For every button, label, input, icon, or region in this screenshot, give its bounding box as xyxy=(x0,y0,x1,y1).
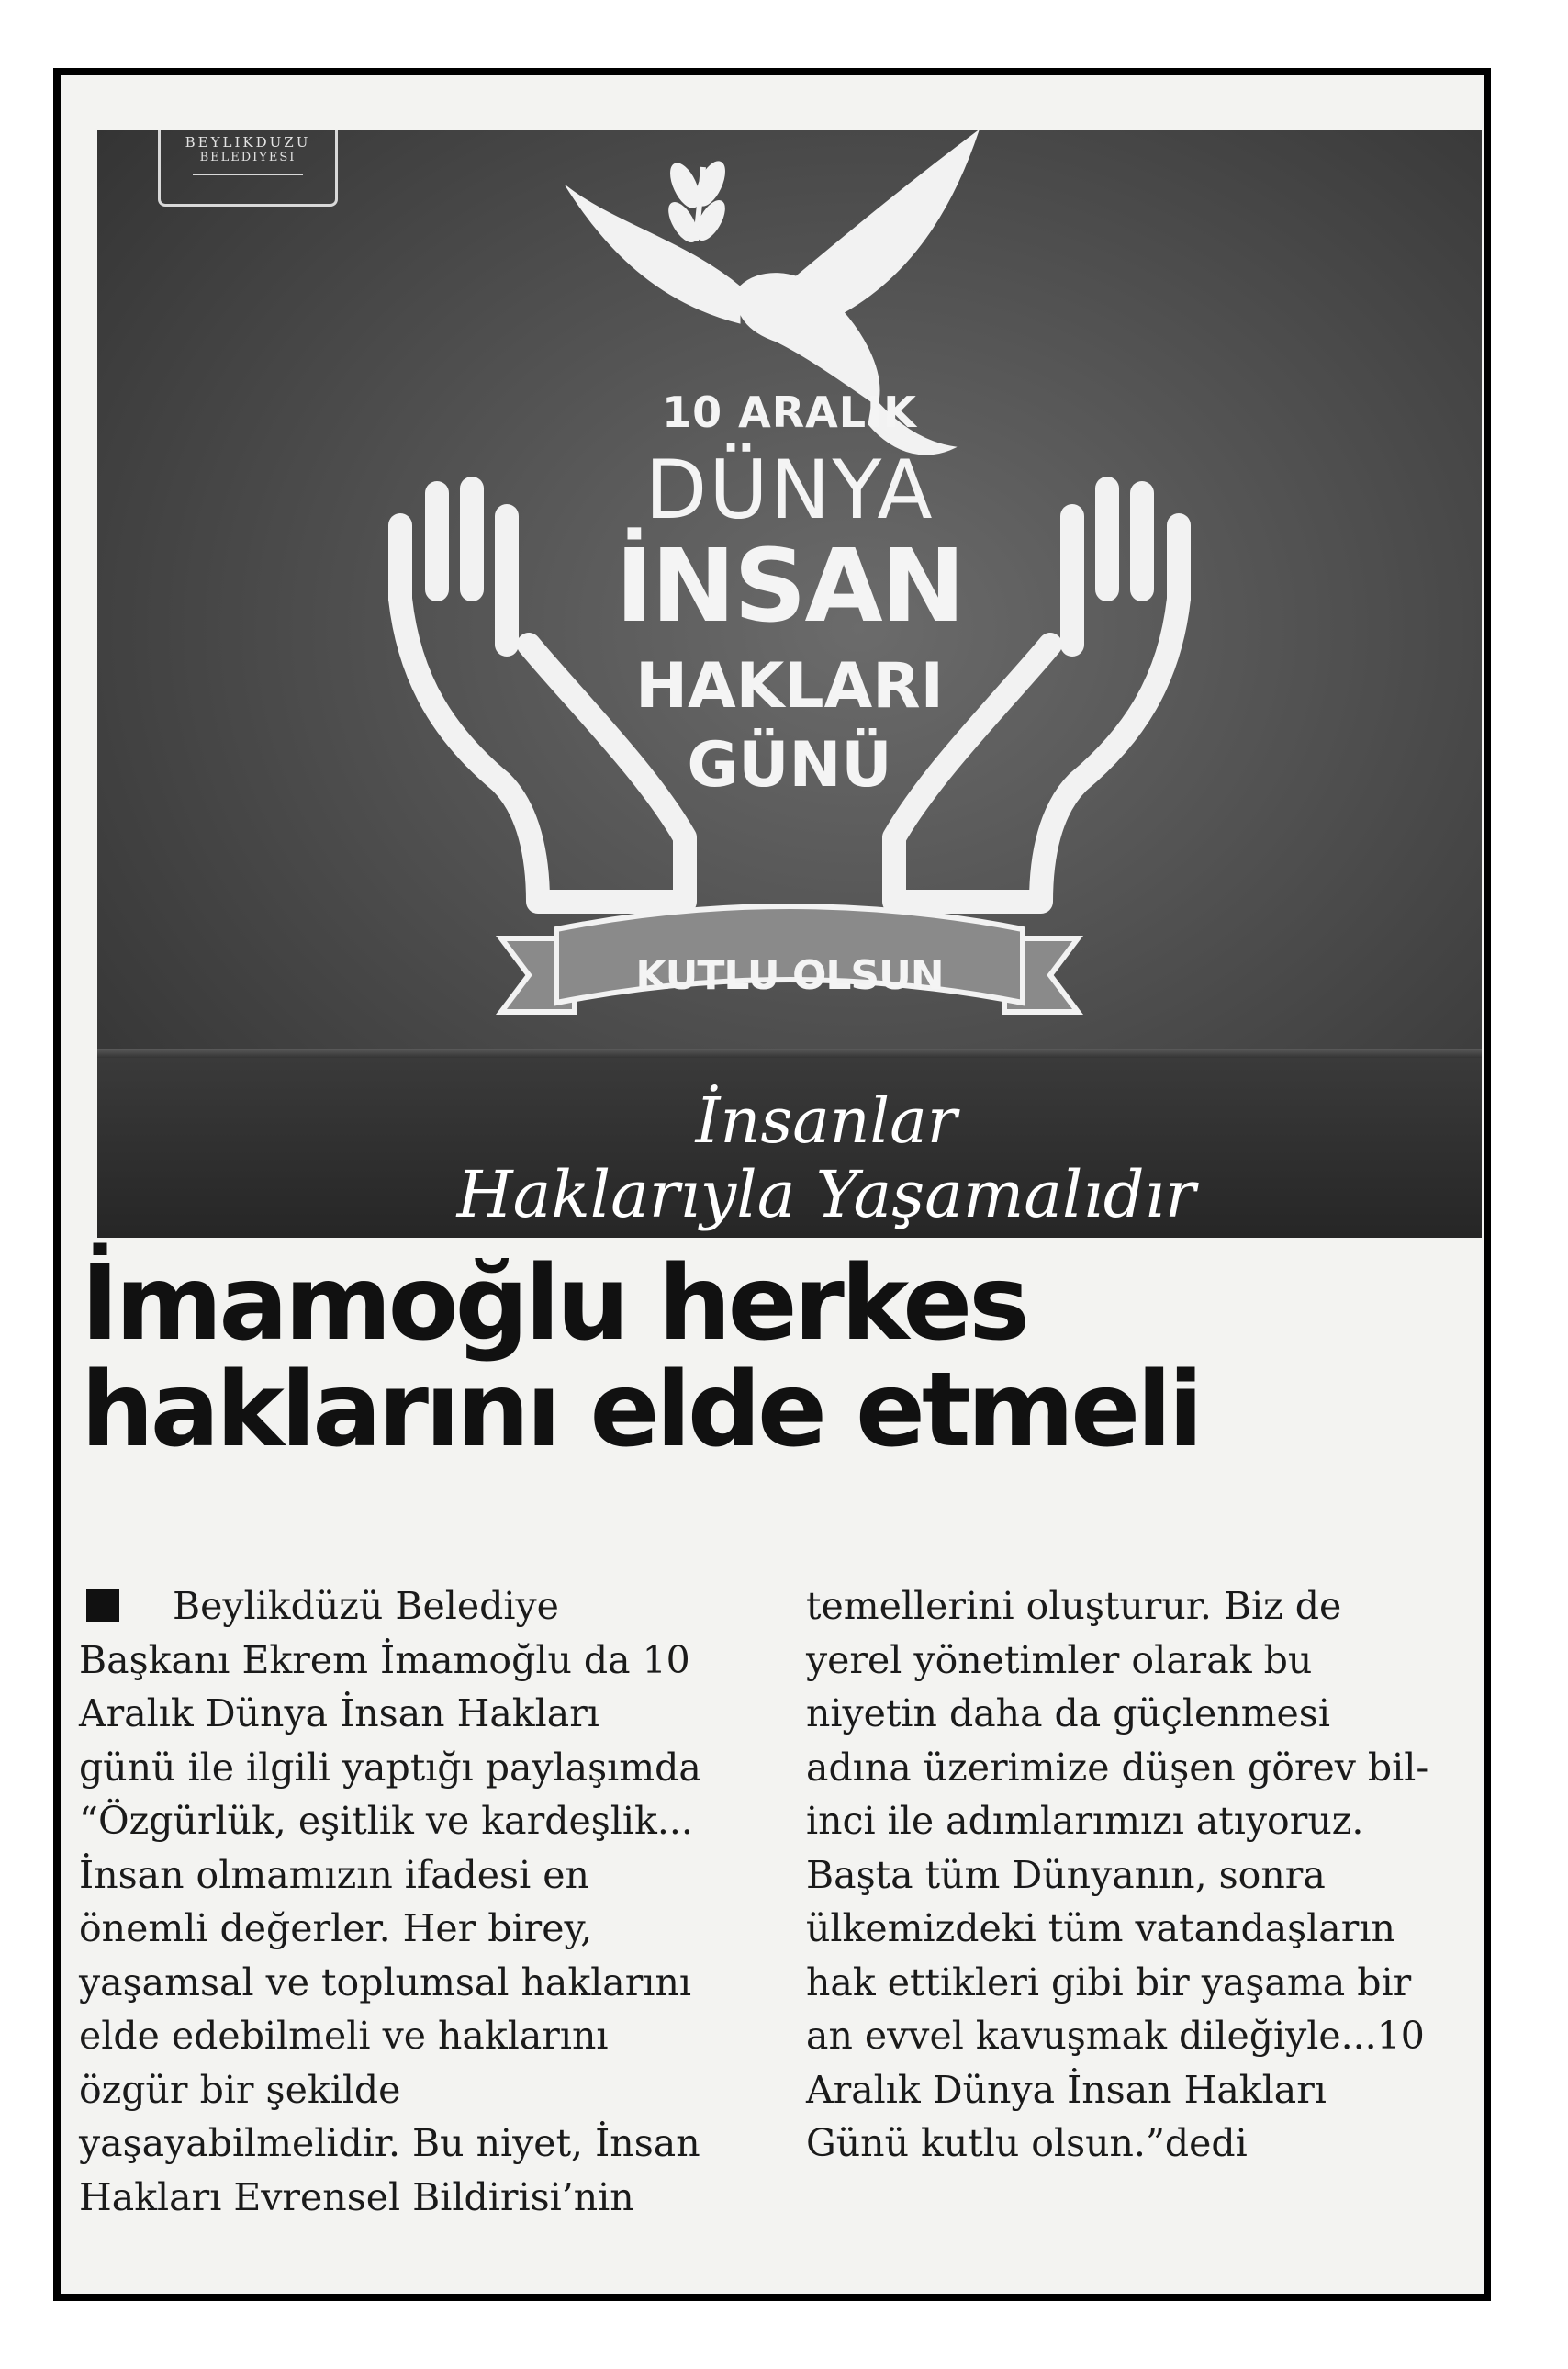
body-line: “Özgürlük, eşitlik ve kardeşlik... xyxy=(79,1799,693,1843)
poster-line-insan: İNSAN xyxy=(615,527,964,645)
body-line: özgür bir şekilde xyxy=(79,2067,401,2112)
logo-line-1: BEYLIKDUZU xyxy=(185,134,311,151)
body-line: Aralık Dünya İnsan Hakları xyxy=(806,2067,1327,2112)
body-line: Günü kutlu olsun.”dedi xyxy=(806,2121,1248,2165)
body-line: niyetin daha da güçlenmesi xyxy=(806,1691,1330,1735)
headline-line-1: İmamoğlu herkes xyxy=(81,1244,1026,1364)
poster-line-gunu: GÜNÜ xyxy=(687,729,892,802)
body-line-text: Beylikdüzü Belediye xyxy=(173,1584,559,1628)
slogan-line-1: İnsanlar xyxy=(695,1085,958,1158)
ribbon-label: KUTLU OLSUN xyxy=(635,952,944,999)
poster-line-dunya: DÜNYA xyxy=(644,443,935,537)
bullet-square-icon xyxy=(86,1589,119,1622)
body-line: ülkemizdeki tüm vatandaşların xyxy=(806,1906,1395,1950)
body-column-left xyxy=(79,1579,777,2224)
body-line: adına üzerimize düşen görev bil- xyxy=(806,1745,1429,1790)
body-line: temellerini oluşturur. Biz de xyxy=(806,1584,1342,1628)
body-line: inci ile adımlarımızı atıyoruz. xyxy=(806,1799,1364,1843)
poster-date: 10 ARALIK xyxy=(662,387,917,437)
body-line: Hakları Evrensel Bildirisi’nin xyxy=(79,2174,634,2219)
body-line: Aralık Dünya İnsan Hakları xyxy=(79,1691,599,1735)
body-column-right xyxy=(806,1579,1491,2171)
body-line: yerel yönetimler olarak bu xyxy=(806,1637,1313,1682)
headline-line-2: haklarını elde etmeli xyxy=(81,1351,1200,1470)
body-line: hak ettikleri gibi bir yaşama bir xyxy=(806,1959,1412,2004)
poster-line-haklari: HAKLARI xyxy=(635,650,944,723)
body-line: İnsan olmamızın ifadesi en xyxy=(79,1852,589,1897)
body-line: yaşayabilmelidir. Bu niyet, İnsan xyxy=(79,2121,700,2165)
body-line: önemli değerler. Her birey, xyxy=(79,1906,593,1950)
logo-line-2: BELEDIYESI xyxy=(199,151,297,164)
body-line: Başta tüm Dünyanın, sonra xyxy=(806,1852,1326,1897)
article-photo xyxy=(97,130,1482,1238)
body-line: Başkanı Ekrem İmamoğlu da 10 xyxy=(79,1637,690,1682)
body-line: yaşamsal ve toplumsal haklarını xyxy=(79,1959,691,2004)
slogan-line-2: Haklarıyla Yaşamalıdır xyxy=(456,1157,1196,1232)
body-line: elde edebilmeli ve haklarını xyxy=(79,2014,609,2058)
body-line: günü ile ilgili yaptığı paylaşımda xyxy=(79,1745,701,1790)
body-line xyxy=(79,1579,777,1634)
clipping-frame xyxy=(53,68,1491,2301)
article-headline xyxy=(81,1244,1485,1470)
body-line: an evvel kavuşmak dileğiyle...10 xyxy=(806,2014,1425,2058)
